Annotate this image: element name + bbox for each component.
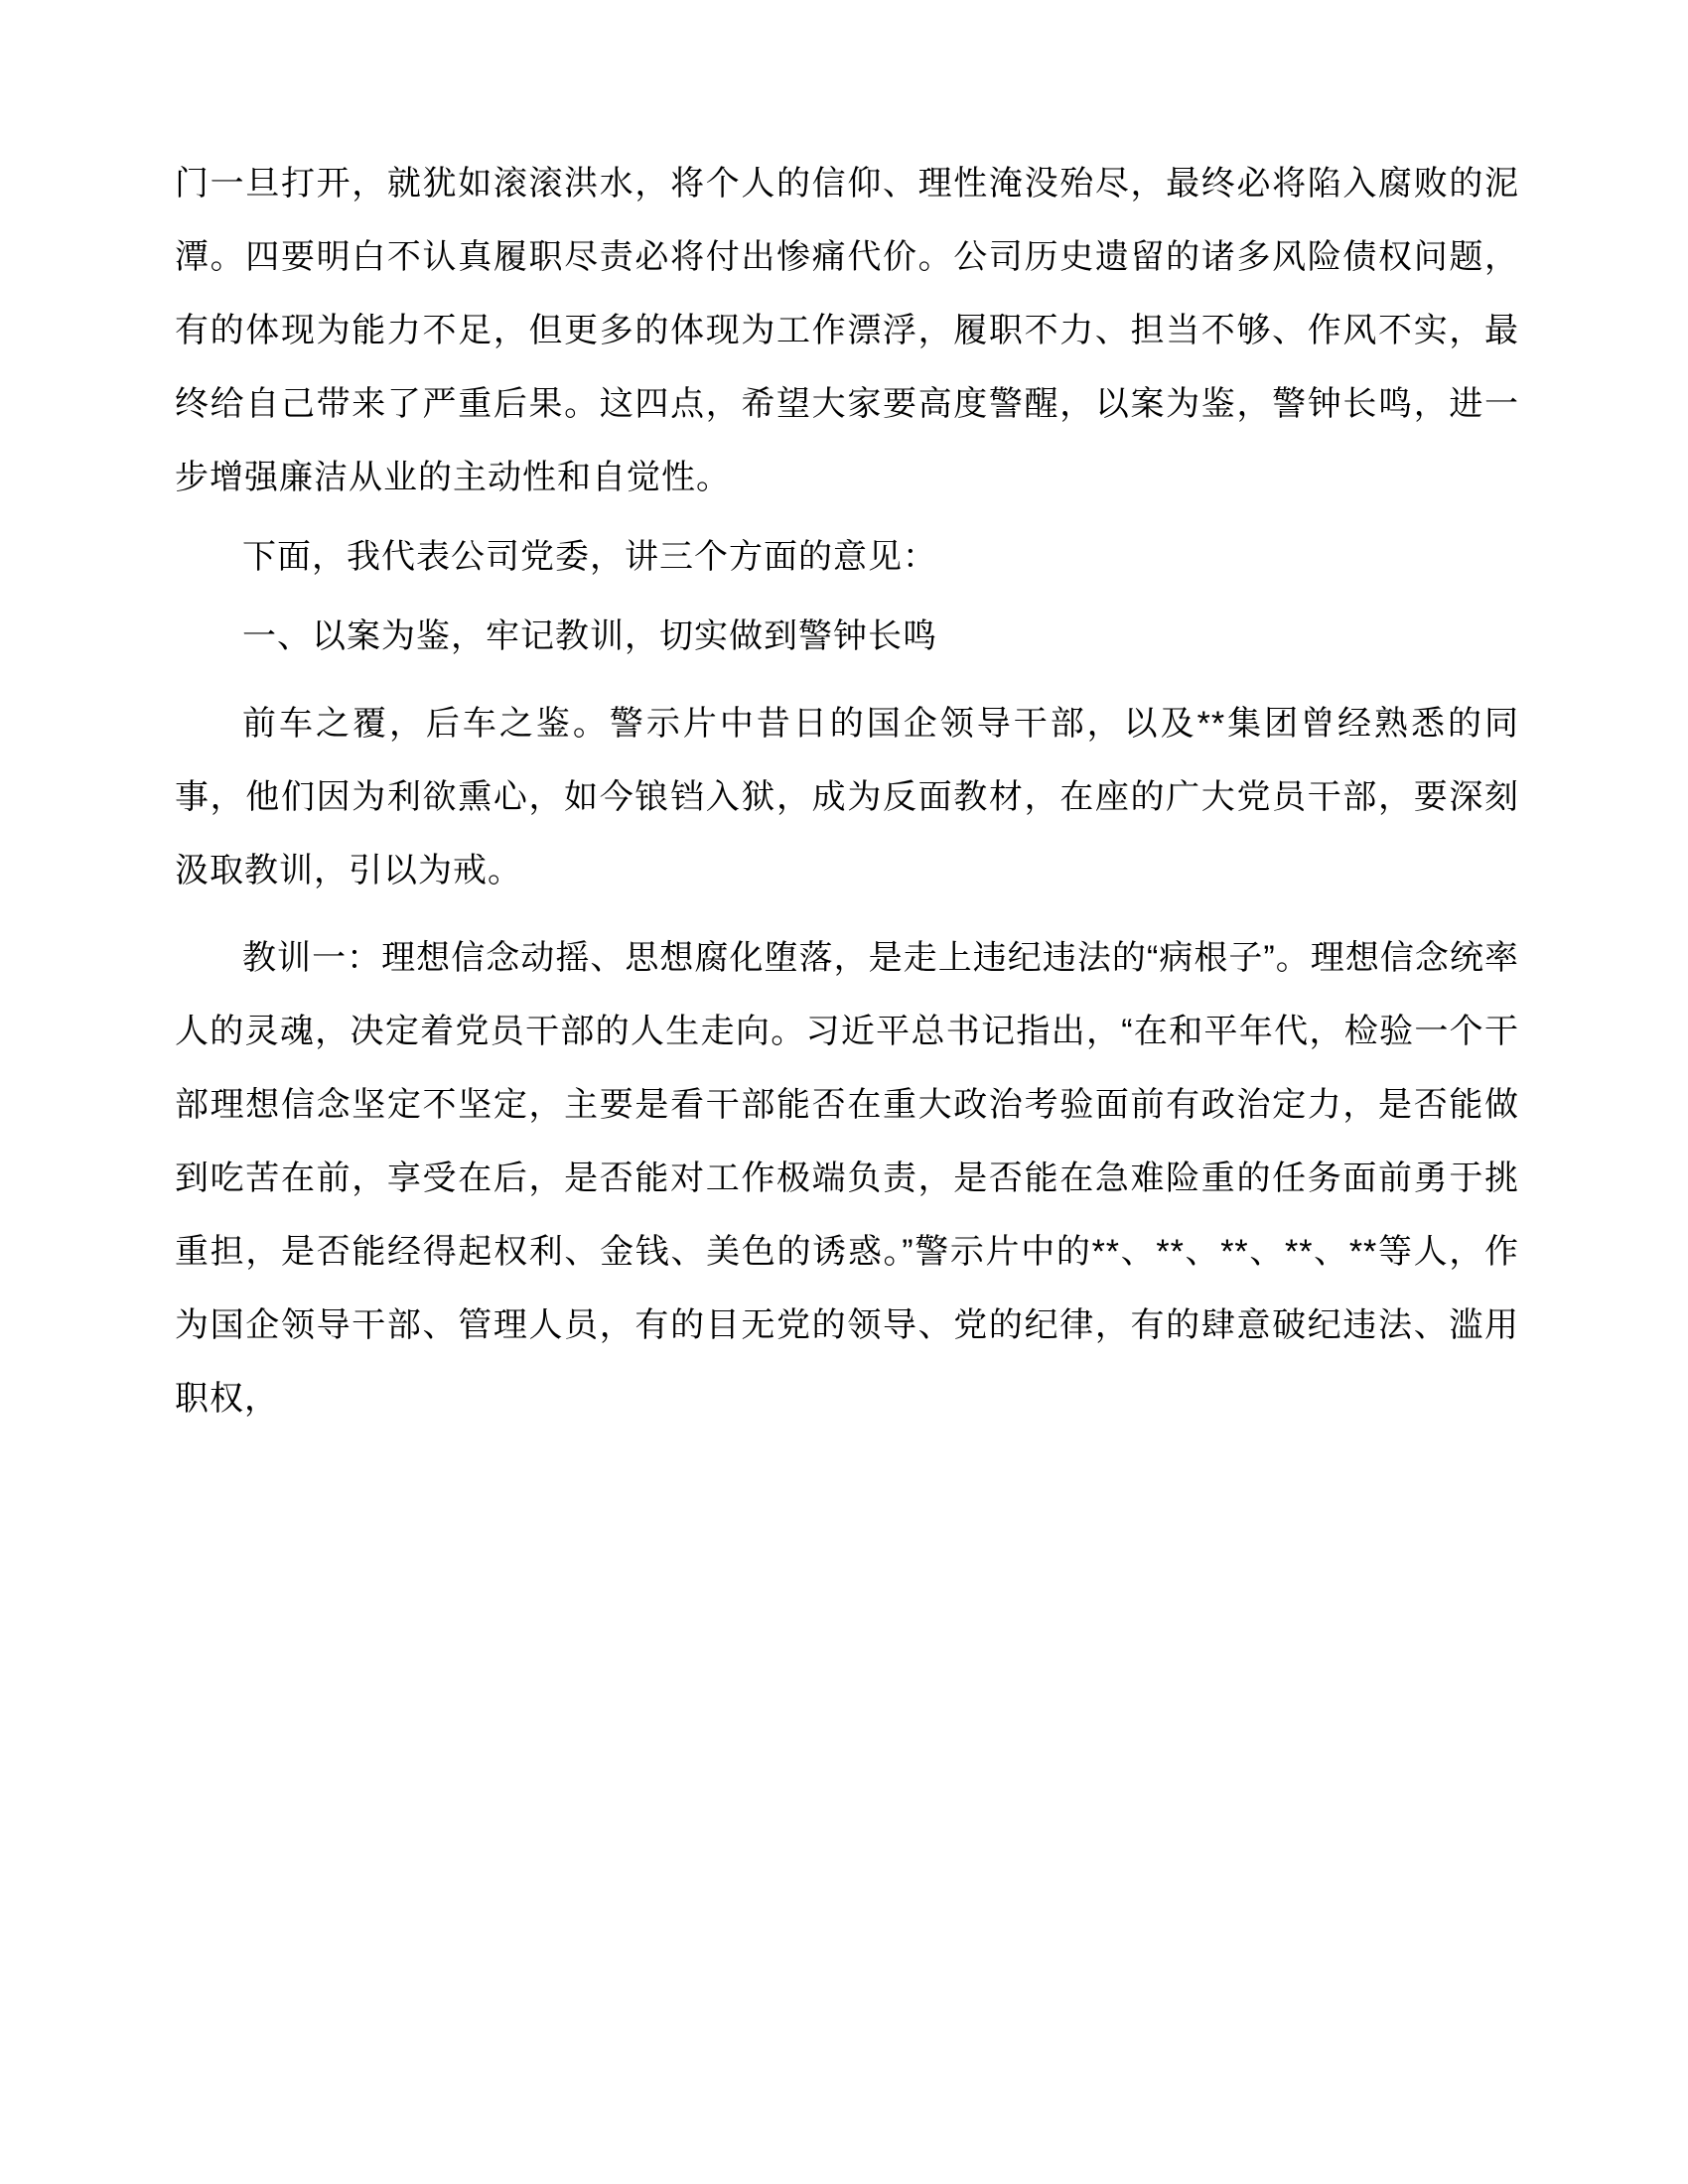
- paragraph-lesson-intro: 前车之覆，后车之鉴。警示片中昔日的国企领导干部，以及**集团曾经熟悉的同事，他们因为利欲熏心，如今锒铛入狱，成为反面教材，在座的广大党员干部，要深刻汲取教训，引以为戒。: [175, 705, 1519, 889]
- paragraph-intro: 下面，我代表公司党委，讲三个方面的意见：: [242, 538, 937, 576]
- paragraph-continuation: 门一旦打开，就犹如滚滚洪水，将个人的信仰、理性淹没殆尽，最终必将陷入腐败的泥潭。四要明白不认真履职尽责必将付出惨痛代价。公司历史遗留的诸多风险债权问题，有的体现为能力不足，但更多的体现为工作漂浮，履职不力、担当不够、作风不实，最终给自己带来了严重后果。这四点，希望大家要高度警醒，以案为鉴，警钟长鸣，进一步增强廉洁从业的主动性和自觉性。: [175, 165, 1519, 496]
- section-heading: 一、以案为鉴，牢记教训，切实做到警钟长鸣: [242, 617, 937, 655]
- paragraph-lesson-one: 教训一：理想信念动摇、思想腐化堕落，是走上违纪违法的“病根子”。理想信念统率人的灵魂，决定着党员干部的人生走向。习近平总书记指出，“在和平年代，检验一个干部理想信念坚定不坚定，主要是看干部能否在重大政治考验面前有政治定力，是否能做到吃苦在前，享受在后，是否能对工作极端负责，是否能在急难险重的任务面前勇于挑重担，是否能经得起权利、金钱、美色的诱惑。”警示片中的**、**、**、**、**等人，作为国企领导干部、管理人员，有的目无党的领导、党的纪律，有的肆意破纪违法、滥用职权，: [175, 939, 1519, 1418]
